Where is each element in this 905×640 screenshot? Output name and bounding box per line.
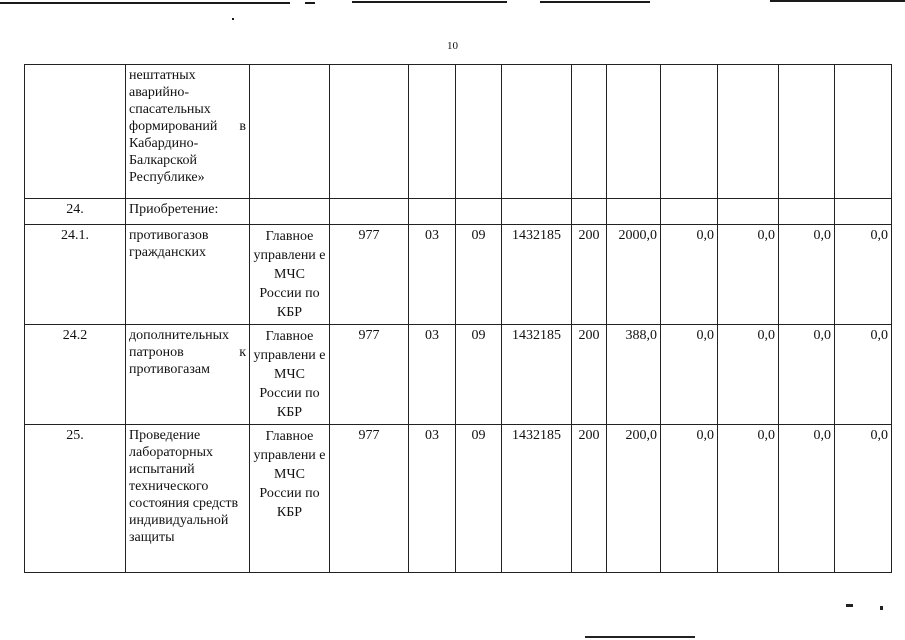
subsection-cell: 09 <box>456 225 502 325</box>
expense-type-cell: 200 <box>572 325 607 425</box>
scan-artifact-line <box>585 636 695 638</box>
table-row <box>25 425 892 573</box>
scan-artifact-mark <box>846 604 853 607</box>
row-name-cell: Приобретение: <box>126 199 250 225</box>
section-cell: 03 <box>409 225 456 325</box>
year-value-cell <box>779 65 835 199</box>
target-article-cell <box>502 65 572 199</box>
scan-artifact-line <box>0 2 290 4</box>
budget-code-cell: 977 <box>330 325 409 425</box>
year-value-cell <box>835 199 892 225</box>
row-number-cell <box>25 65 126 199</box>
table-body <box>25 65 892 573</box>
year-value-cell <box>661 65 718 199</box>
subsection-cell: 09 <box>456 325 502 425</box>
page-number: 10 <box>447 40 458 52</box>
subsection-cell <box>456 65 502 199</box>
row-executor-cell: Главное управлени е МЧС России по КБР <box>250 425 330 573</box>
row-name-cell: дополнительных патронов к противогазам <box>126 325 250 425</box>
row-executor-cell <box>250 65 330 199</box>
year-value-cell: 0,0 <box>835 425 892 573</box>
subsection-cell: 09 <box>456 425 502 573</box>
budget-table <box>24 64 892 573</box>
row-name-cell: нештатных аварийно-спасательных формирований в Кабардино-Балкарской Республике» <box>126 65 250 199</box>
target-article-cell: 1432185 <box>502 325 572 425</box>
row-executor-cell <box>250 199 330 225</box>
subsection-cell <box>456 199 502 225</box>
table-row <box>25 225 892 325</box>
budget-code-cell: 977 <box>330 425 409 573</box>
year-value-cell: 0,0 <box>835 225 892 325</box>
expense-type-cell: 200 <box>572 425 607 573</box>
row-number-cell: 24.2 <box>25 325 126 425</box>
row-name-cell: Проведение лабораторных испытаний технического состояния средств индивидуальной защиты <box>126 425 250 573</box>
scan-artifact-line <box>305 2 315 4</box>
scan-artifact-line <box>540 1 650 3</box>
year-value-cell: 0,0 <box>718 325 779 425</box>
expense-type-cell <box>572 199 607 225</box>
scan-artifact-line <box>352 1 507 3</box>
amount-cell: 388,0 <box>607 325 661 425</box>
table-row <box>25 325 892 425</box>
table-row <box>25 65 892 199</box>
year-value-cell <box>718 199 779 225</box>
amount-cell: 2000,0 <box>607 225 661 325</box>
section-cell: 03 <box>409 425 456 573</box>
scan-artifact-line <box>770 0 905 2</box>
year-value-cell <box>661 199 718 225</box>
amount-cell <box>607 199 661 225</box>
year-value-cell: 0,0 <box>718 225 779 325</box>
row-number-cell: 24.1. <box>25 225 126 325</box>
year-value-cell: 0,0 <box>779 225 835 325</box>
row-name-cell: противогазов гражданских <box>126 225 250 325</box>
table-row <box>25 199 892 225</box>
section-cell <box>409 65 456 199</box>
year-value-cell: 0,0 <box>779 325 835 425</box>
row-number-cell: 24. <box>25 199 126 225</box>
row-executor-cell: Главное управлени е МЧС России по КБР <box>250 225 330 325</box>
target-article-cell: 1432185 <box>502 425 572 573</box>
row-executor-cell: Главное управлени е МЧС России по КБР <box>250 325 330 425</box>
year-value-cell <box>779 199 835 225</box>
target-article-cell: 1432185 <box>502 225 572 325</box>
year-value-cell: 0,0 <box>661 425 718 573</box>
budget-code-cell <box>330 65 409 199</box>
target-article-cell <box>502 199 572 225</box>
year-value-cell <box>835 65 892 199</box>
year-value-cell: 0,0 <box>661 325 718 425</box>
budget-code-cell <box>330 199 409 225</box>
section-cell: 03 <box>409 325 456 425</box>
year-value-cell <box>718 65 779 199</box>
year-value-cell: 0,0 <box>661 225 718 325</box>
expense-type-cell <box>572 65 607 199</box>
year-value-cell: 0,0 <box>718 425 779 573</box>
year-value-cell: 0,0 <box>835 325 892 425</box>
budget-code-cell: 977 <box>330 225 409 325</box>
expense-type-cell: 200 <box>572 225 607 325</box>
scan-artifact-mark <box>880 606 883 610</box>
year-value-cell: 0,0 <box>779 425 835 573</box>
amount-cell: 200,0 <box>607 425 661 573</box>
row-number-cell: 25. <box>25 425 126 573</box>
amount-cell <box>607 65 661 199</box>
scan-artifact-dot <box>232 18 234 20</box>
section-cell <box>409 199 456 225</box>
